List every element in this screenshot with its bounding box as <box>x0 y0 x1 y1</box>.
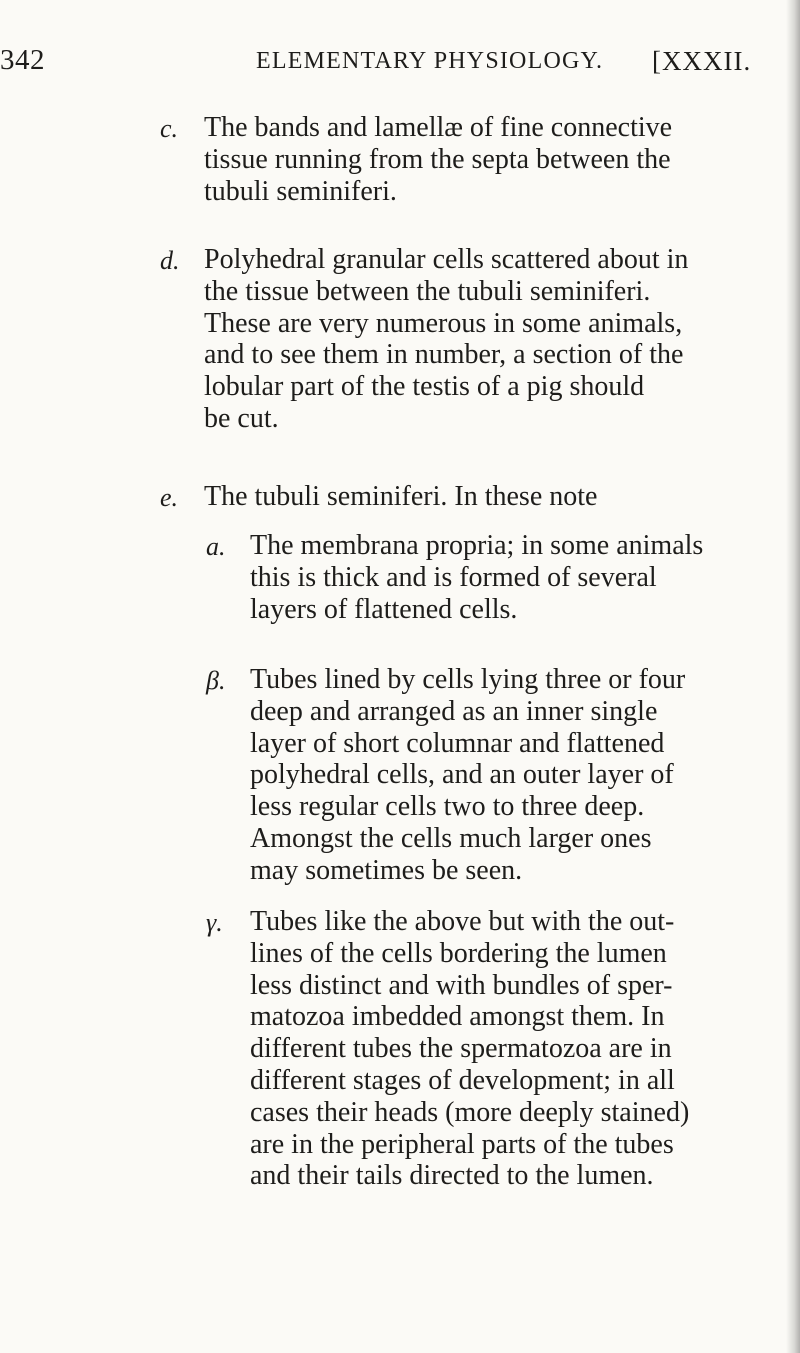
sub-entry-gamma-line: lines of the cells bordering the lumen <box>250 937 667 969</box>
entry-d-line: Polyhedral granular cells scattered about in <box>204 244 689 275</box>
running-header <box>0 44 800 92</box>
sub-entry-beta-line: less regular cells two to three deep. <box>250 791 645 823</box>
sub-entry-gamma-line: and their tails directed to the lumen. <box>250 1160 654 1192</box>
sub-entry-gamma-line: cases their heads (more deeply stained) <box>250 1096 690 1128</box>
sub-entry-gamma-line: different tubes the spermatozoa are in <box>250 1033 672 1065</box>
sub-entry-gamma-line: different stages of development; in all <box>250 1064 675 1096</box>
sub-entry-beta-label: β. <box>206 666 226 695</box>
chapter-reference: [XXXII. <box>652 46 752 76</box>
sub-entry-beta-line: deep and arranged as an inner single <box>250 695 658 727</box>
sub-entry-beta-line: Tubes lined by cells lying three or four <box>250 664 686 695</box>
entry-d-line: lobular part of the testis of a pig should <box>204 371 645 403</box>
sub-entry-gamma <box>250 906 764 1192</box>
page-number: 342 <box>0 44 45 76</box>
running-title: ELEMENTARY PHYSIOLOGY. <box>256 48 604 74</box>
entry-d-line: These are very numerous in some animals, <box>204 307 683 339</box>
sub-entry-beta-line: polyhedral cells, and an outer layer of <box>250 759 674 791</box>
page-edge-shadow <box>786 0 800 1353</box>
entry-c-label: c. <box>160 114 179 143</box>
sub-entry-alpha-label: a. <box>206 532 226 561</box>
sub-entry-beta-line: Amongst the cells much larger ones <box>250 822 652 854</box>
entry-e <box>204 481 764 513</box>
sub-entry-beta-line: may sometimes be seen. <box>250 854 523 886</box>
entry-c <box>204 112 764 207</box>
entry-d-label: d. <box>160 246 180 275</box>
entry-d-line: the tissue between the tubuli seminiferi. <box>204 275 651 307</box>
entry-d <box>204 244 764 435</box>
entry-d-line: and to see them in number, a section of the <box>204 339 684 371</box>
sub-entry-gamma-label: γ. <box>206 908 223 937</box>
sub-entry-alpha-line: this is thick and is formed of several <box>250 561 657 593</box>
entry-c-line: tubuli seminiferi. <box>204 175 397 207</box>
entry-d-line: be cut. <box>204 402 279 434</box>
sub-entry-gamma-line: Tubes like the above but with the out- <box>250 906 675 937</box>
sub-entry-beta-line: layer of short columnar and flattened <box>250 727 665 759</box>
sub-entry-gamma-line: matozoa imbedded amongst them. In <box>250 1001 665 1033</box>
sub-entry-gamma-line: less distinct and with bundles of sper- <box>250 969 673 1001</box>
sub-entry-beta <box>250 664 764 887</box>
sub-entry-alpha-line: The membrana propria; in some animals <box>250 530 704 561</box>
sub-entry-gamma-line: are in the peripheral parts of the tubes <box>250 1128 674 1160</box>
entry-e-label: e. <box>160 483 179 512</box>
entry-c-line: The bands and lamellæ of fine connective <box>204 112 673 143</box>
entry-e-line: The tubuli seminiferi. In these note <box>204 481 598 512</box>
entry-c-line: tissue running from the septa between the <box>204 143 671 175</box>
sub-entry-alpha-line: layers of flattened cells. <box>250 593 518 625</box>
sub-entry-alpha <box>250 530 764 625</box>
